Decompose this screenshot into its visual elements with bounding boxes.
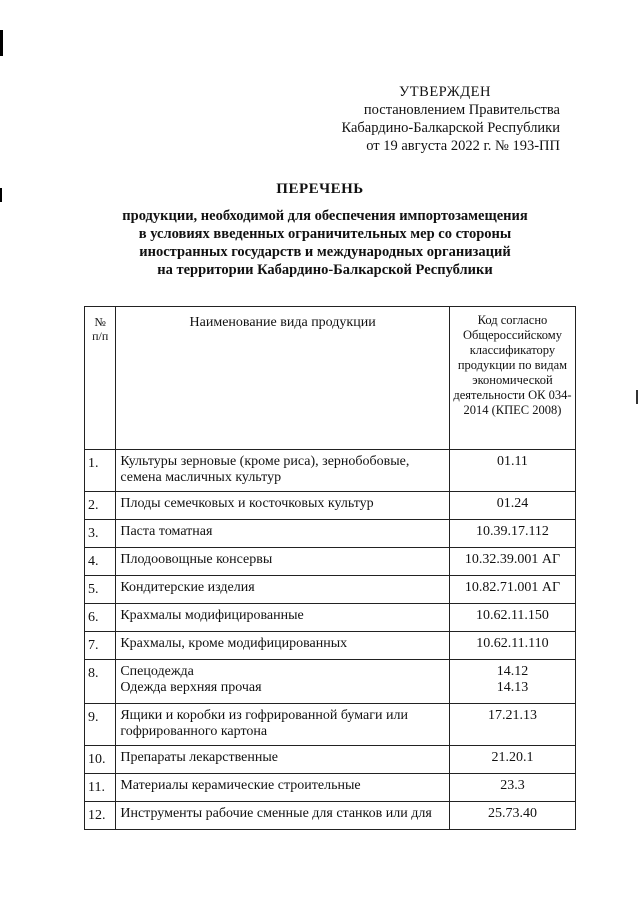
row-num: 9. <box>85 704 116 746</box>
table-header-row <box>85 307 576 450</box>
row-name: Ящики и коробки из гофрированной бумаги или гофрированного картона <box>116 704 450 746</box>
row-name: Крахмалы модифицированные <box>116 604 450 632</box>
document-title: ПЕРЕЧЕНЬ <box>276 181 364 197</box>
table-row <box>85 548 576 576</box>
table-row <box>85 520 576 548</box>
table-row <box>85 802 576 830</box>
row-name: Инструменты рабочие сменные для станков или для <box>116 802 450 830</box>
table-row <box>85 604 576 632</box>
approval-heading: УТВЕРЖДЕН <box>399 84 491 100</box>
row-num: 5. <box>85 576 116 604</box>
table-row <box>85 660 576 704</box>
approval-line: постановлением Правительства <box>363 102 560 118</box>
row-name <box>116 660 450 704</box>
header-num: № <box>94 315 106 329</box>
row-code: 10.62.11.110 <box>449 632 575 660</box>
row-code: 23.3 <box>449 774 575 802</box>
row-num: 3. <box>85 520 116 548</box>
row-num: 12. <box>85 802 116 830</box>
row-num: 2. <box>85 492 116 520</box>
row-code: 10.62.11.150 <box>449 604 575 632</box>
row-code-line: 14.12 <box>496 664 529 679</box>
row-code: 01.24 <box>449 492 575 520</box>
subtitle-line: на территории Кабардино-Балкарской Республики <box>157 262 493 278</box>
row-num: 8. <box>85 660 116 704</box>
header-num-cell <box>85 307 116 450</box>
table-row <box>85 450 576 492</box>
row-code: 01.11 <box>449 450 575 492</box>
row-code-line: 14.13 <box>496 680 529 695</box>
row-num: 11. <box>85 774 116 802</box>
row-name-line: Одежда верхняя прочая <box>120 680 262 695</box>
approval-date: от 19 августа 2022 г. № 193-ПП <box>366 138 560 154</box>
table-row <box>85 492 576 520</box>
row-num: 6. <box>85 604 116 632</box>
row-code: 10.32.39.001 АГ <box>449 548 575 576</box>
row-name: Плоды семечковых и косточковых культур <box>116 492 450 520</box>
row-name: Паста томатная <box>116 520 450 548</box>
table-row <box>85 632 576 660</box>
product-table <box>84 306 576 830</box>
table-row <box>85 704 576 746</box>
row-num: 4. <box>85 548 116 576</box>
row-code: 17.21.13 <box>449 704 575 746</box>
row-code: 21.20.1 <box>449 746 575 774</box>
table-row <box>85 774 576 802</box>
row-name: Кондитерские изделия <box>116 576 450 604</box>
approval-stamp <box>320 83 570 155</box>
row-name: Плодоовощные консервы <box>116 548 450 576</box>
row-num: 1. <box>85 450 116 492</box>
table-row <box>85 576 576 604</box>
row-name: Крахмалы, кроме модифицированных <box>116 632 450 660</box>
row-num: 10. <box>85 746 116 774</box>
header-num-sub: п/п <box>92 329 109 343</box>
scan-edge-mark <box>636 390 638 404</box>
subtitle-line: продукции, необходимой для обеспечения импортозамещения <box>122 208 528 224</box>
row-name: Препараты лекарственные <box>116 746 450 774</box>
row-code <box>449 660 575 704</box>
row-num: 7. <box>85 632 116 660</box>
row-code: 10.39.17.112 <box>449 520 575 548</box>
row-name-line: Спецодежда <box>120 664 194 679</box>
header-code: Код согласно Общероссийскому классификатору продукции по видам экономической деятельности ОК 034-2014 (КПЕС 2008) <box>449 307 575 450</box>
row-code: 25.73.40 <box>449 802 575 830</box>
table-row <box>85 746 576 774</box>
scan-edge-mark <box>0 30 3 56</box>
row-code: 10.82.71.001 АГ <box>449 576 575 604</box>
row-name: Культуры зерновые (кроме риса), зернобобовые, семена масличных культур <box>116 450 450 492</box>
header-name: Наименование вида продукции <box>116 307 450 450</box>
row-name: Материалы керамические строительные <box>116 774 450 802</box>
document-subtitle <box>90 207 560 279</box>
approval-line: Кабардино-Балкарской Республики <box>341 120 560 136</box>
subtitle-line: иностранных государств и международных организаций <box>139 244 511 260</box>
subtitle-line: в условиях введенных ограничительных мер со стороны <box>138 226 512 242</box>
